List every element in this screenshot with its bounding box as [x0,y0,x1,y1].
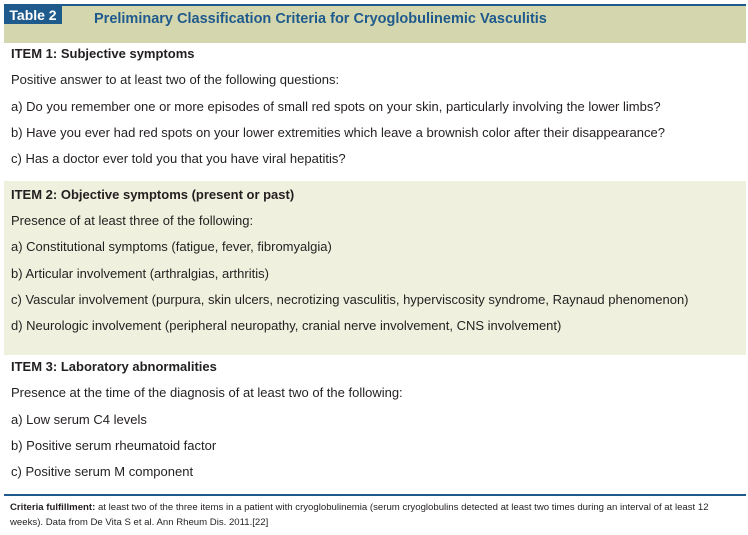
criterion: a) Low serum C4 levels [11,412,147,427]
criterion: c) Positive serum M component [11,464,194,479]
item-1-section [4,43,746,181]
criterion: b) Have you ever had red spots on your lower extremities which leave a brownish color after their disappearance? [11,125,665,140]
item-heading: ITEM 1: Subjective symptoms [11,46,195,61]
item-3-section [4,355,746,493]
criterion: d) Neurologic involvement (peripheral neuropathy, cranial nerve involvement, CNS involvement) [11,318,562,333]
criterion: c) Vascular involvement (purpura, skin ulcers, necrotizing vasculitis, hyperviscosity syndrome, Raynaud phenomenon) [11,292,689,307]
criterion: c) Has a doctor ever told you that you have viral hepatitis? [11,151,346,166]
item-intro: Presence of at least three of the following: [11,213,254,228]
item-heading: ITEM 2: Objective symptoms (present or past) [11,187,295,202]
footnote-label: Criteria fulfillment: [10,502,96,513]
table-number-label: Table 2 [4,6,62,24]
table-bottom-rule [4,494,746,496]
footnote-text: at least two of the three items in a patient with cryoglobulinemia (serum cryoglobulins detected at least two times during an interval of at least 12 weeks). Data from De Vita S et al. Ann Rheum Dis. 2011.[22] [10,502,709,528]
table-header [4,4,746,45]
item-heading: ITEM 3: Laboratory abnormalities [11,359,217,374]
criterion: a) Do you remember one or more episodes of small red spots on your skin, particularly involving the lower limbs? [11,99,661,114]
item-2-section [4,181,746,355]
item-intro: Presence at the time of the diagnosis of at least two of the following: [11,385,403,400]
criterion: a) Constitutional symptoms (fatigue, fever, fibromyalgia) [11,239,332,254]
table-title: Preliminary Classification Criteria for Cryoglobulinemic Vasculitis [94,11,547,27]
criterion: b) Positive serum rheumatoid factor [11,438,217,453]
table-footnote [10,500,742,530]
item-intro: Positive answer to at least two of the following questions: [11,72,340,87]
criterion: b) Articular involvement (arthralgias, arthritis) [11,266,269,281]
